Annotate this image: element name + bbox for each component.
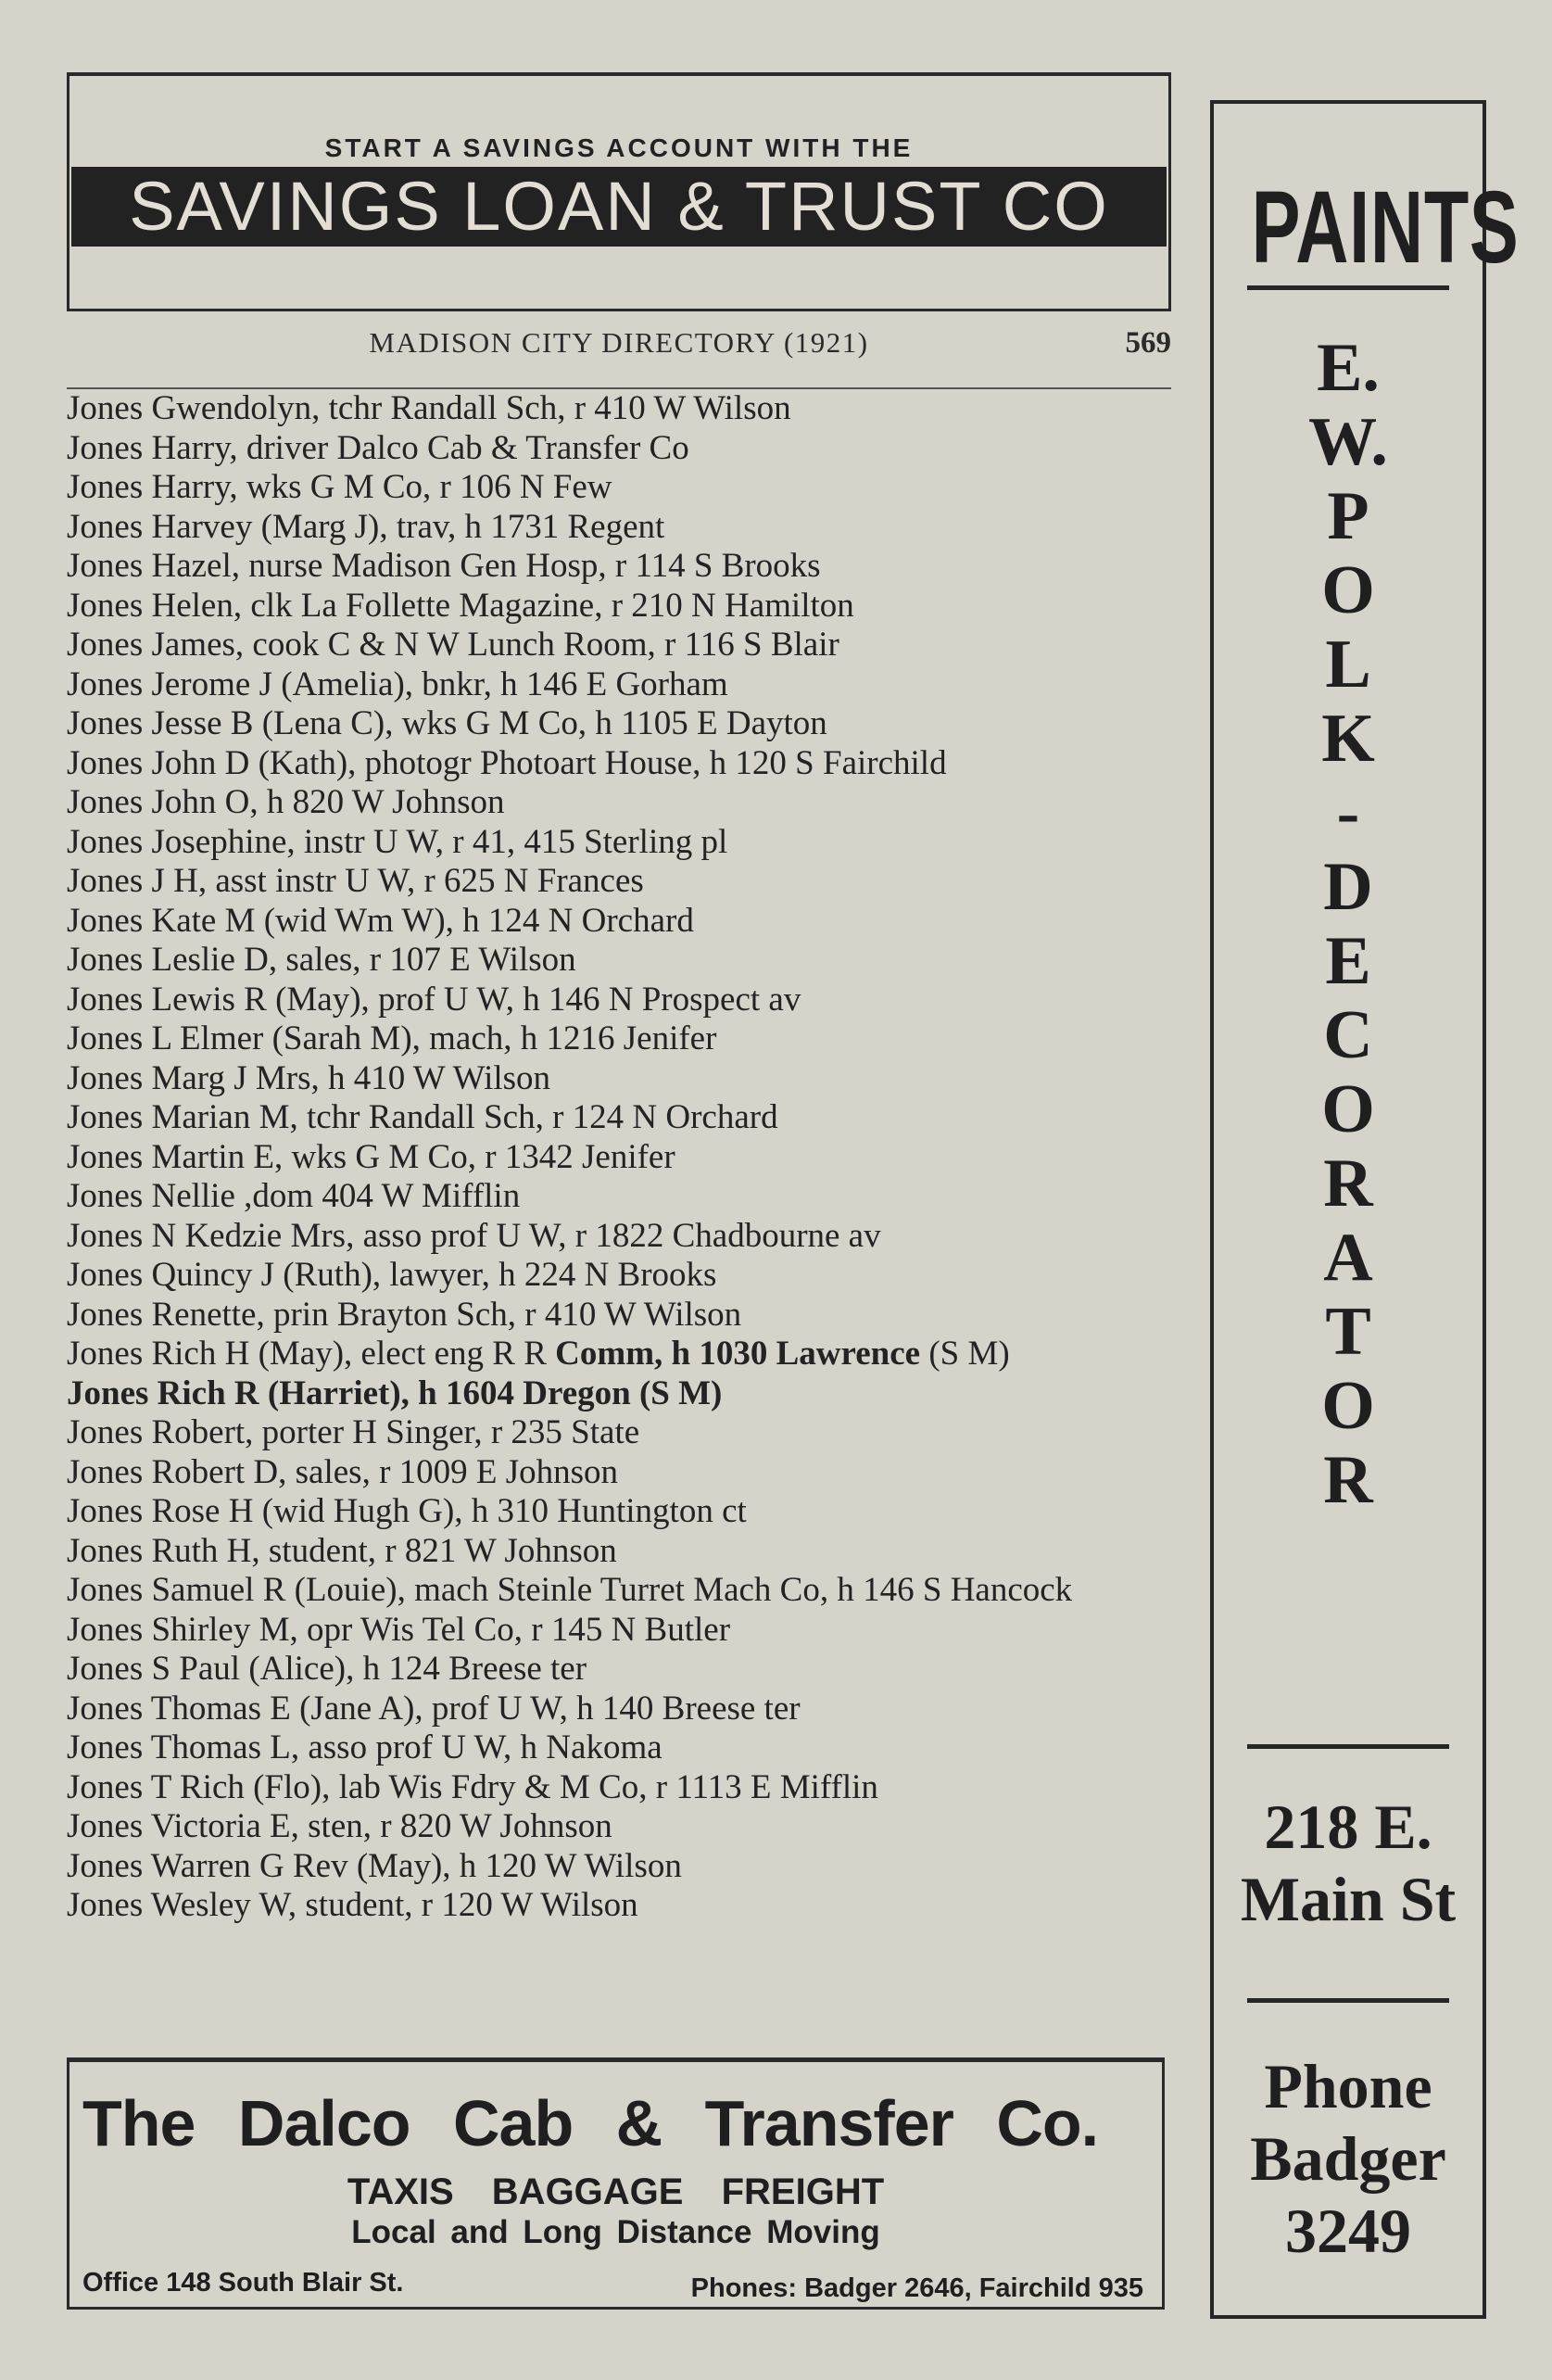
vertical-letter: A — [1323, 1220, 1373, 1296]
vertical-letter: O — [1321, 1368, 1375, 1444]
vertical-letter: W. — [1308, 404, 1388, 480]
vertical-letter: D — [1323, 849, 1373, 925]
cab-moving-service: Local and Long Distance Moving — [351, 2214, 880, 2250]
entry-text: (S M) — [928, 1335, 1010, 1373]
directory-entry: Jones T Rich (Flo), lab Wis Fdry & M Co, r 1113 E Mifflin — [67, 1767, 878, 1806]
phone-line: Phone — [1264, 2051, 1432, 2121]
cab-phones: Phones: Badger 2646, Fairchild 935 — [690, 2273, 1143, 2303]
directory-entry: Jones John D (Kath), photogr Photoart House, h 120 S Fairchild — [67, 743, 947, 782]
vertical-letter: L — [1325, 627, 1371, 703]
directory-entry: Jones N Kedzie Mrs, asso prof U W, r 1822 Chadbourne av — [67, 1216, 881, 1255]
vertical-letter: R — [1323, 1146, 1373, 1222]
directory-entry: Jones Ruth H, student, r 821 W Johnson — [67, 1531, 617, 1570]
directory-entry: Jones Leslie D, sales, r 107 E Wilson — [67, 941, 576, 979]
cab-services: TAXIS BAGGAGE FREIGHT — [347, 2171, 885, 2212]
directory-entry: Jones Rose H (wid Hugh G), h 310 Huntington ct — [67, 1492, 747, 1530]
directory-entry: Jones Helen, clk La Follette Magazine, r 210 N Hamilton — [67, 586, 854, 625]
page-number: 569 — [1125, 326, 1171, 360]
directory-listing — [67, 389, 1174, 1926]
directory-entry: Jones Marian M, tchr Randall Sch, r 124 N Orchard — [67, 1098, 778, 1136]
directory-entry: Jones Thomas L, asso prof U W, h Nakoma — [67, 1728, 662, 1766]
paints-decorator-ad — [1210, 100, 1520, 2319]
directory-entry: Jones Samuel R (Louie), mach Steinle Turret Mach Co, h 146 S Hancock — [67, 1571, 1073, 1609]
decorator-name-vertical — [1214, 331, 1483, 1517]
directory-entry: Jones S Paul (Alice), h 124 Breese ter — [67, 1650, 587, 1688]
cab-office-address: Office 148 South Blair St. — [82, 2268, 404, 2298]
entry-text: Jones Rich H (May), elect eng R R — [67, 1335, 547, 1373]
directory-entry: Jones Jesse B (Lena C), wks G M Co, h 1105 E Dayton — [67, 704, 827, 742]
vertical-letter: R — [1323, 1442, 1373, 1518]
directory-entry: Jones Robert, porter H Singer, r 235 State — [67, 1413, 640, 1451]
directory-entry: Jones L Elmer (Sarah M), mach, h 1216 Jenifer — [67, 1019, 717, 1057]
directory-entry: Jones Gwendolyn, tchr Randall Sch, r 410 W Wilson — [67, 389, 791, 427]
savings-bank-ad — [67, 72, 1171, 311]
directory-entry: Jones Robert D, sales, r 1009 E Johnson — [67, 1452, 619, 1491]
directory-entry: Jones Rich R (Harriet), h 1604 Dregon (S M) — [67, 1374, 723, 1412]
side-ad-divider — [1247, 1744, 1449, 1749]
directory-entry: Jones Shirley M, opr Wis Tel Co, r 145 N Butler — [67, 1610, 731, 1649]
directory-entry: Jones Renette, prin Brayton Sch, r 410 W Wilson — [67, 1295, 742, 1334]
directory-entry: Jones Hazel, nurse Madison Gen Hosp, r 114 S Brooks — [67, 547, 821, 585]
directory-entry: Jones Wesley W, student, r 120 W Wilson — [67, 1886, 638, 1924]
directory-entry: Jones Victoria E, sten, r 820 W Johnson — [67, 1807, 612, 1845]
dalco-cab-ad — [67, 2057, 1165, 2310]
decorator-phone — [1214, 2050, 1483, 2267]
directory-entry: Jones Thomas E (Jane A), prof U W, h 140 Breese ter — [67, 1689, 801, 1728]
ad-tagline: START A SAVINGS ACCOUNT WITH THE — [324, 133, 914, 162]
bank-name-banner: SAVINGS LOAN & TRUST CO — [71, 167, 1167, 247]
address-line: 218 E. — [1264, 1791, 1432, 1862]
vertical-letter: K — [1321, 701, 1375, 777]
directory-entry: Jones Josephine, instr U W, r 41, 415 Sterling pl — [67, 822, 728, 861]
side-ad-divider — [1247, 285, 1449, 290]
directory-entry: Jones James, cook C & N W Lunch Room, r 116 S Blair — [67, 626, 839, 664]
vertical-letter: E. — [1317, 330, 1380, 406]
directory-entry: Jones Quincy J (Ruth), lawyer, h 224 N Brooks — [67, 1256, 717, 1294]
directory-entry — [67, 1335, 1205, 1374]
phone-line: Badger — [1250, 2123, 1446, 2194]
vertical-letter: - — [1336, 775, 1360, 851]
vertical-letter: O — [1321, 552, 1375, 628]
entry-bold-text: Comm, h 1030 Lawrence — [555, 1335, 921, 1373]
page-header — [67, 326, 1171, 367]
directory-entry: Jones Nellie ,dom 404 W Mifflin — [67, 1177, 521, 1215]
phone-line: 3249 — [1285, 2196, 1411, 2266]
directory-entry: Jones Lewis R (May), prof U W, h 146 N Prospect av — [67, 980, 801, 1019]
directory-entry: Jones Kate M (wid Wm W), h 124 N Orchard — [67, 901, 694, 940]
directory-entry: Jones J H, asst instr U W, r 625 N Frances — [67, 862, 644, 900]
vertical-letter: O — [1321, 1071, 1375, 1147]
vertical-letter: P — [1327, 478, 1369, 554]
directory-entry: Jones Harry, driver Dalco Cab & Transfer Co — [67, 428, 689, 467]
vertical-letter: E — [1325, 923, 1371, 999]
directory-entry: Jones Harry, wks G M Co, r 106 N Few — [67, 468, 612, 506]
directory-title: MADISON CITY DIRECTORY (1921) — [369, 326, 869, 359]
directory-entry: Jones Harvey (Marg J), trav, h 1731 Regent — [67, 507, 665, 546]
directory-entry: Jones Warren G Rev (May), h 120 W Wilson — [67, 1846, 682, 1885]
vertical-letter: C — [1323, 997, 1373, 1073]
directory-entry: Jones Martin E, wks G M Co, r 1342 Jenifer — [67, 1137, 675, 1176]
side-ad-divider — [1247, 1998, 1449, 2003]
directory-entry: Jones John O, h 820 W Johnson — [67, 783, 505, 821]
directory-entry: Jones Marg J Mrs, h 410 W Wilson — [67, 1058, 551, 1097]
address-line: Main St — [1240, 1864, 1457, 1934]
paints-heading: PAINTS — [1251, 171, 1520, 285]
cab-company-name: The Dalco Cab & Transfer Co. — [82, 2087, 1099, 2159]
vertical-letter: T — [1325, 1294, 1371, 1370]
decorator-address — [1214, 1791, 1483, 1935]
directory-entry: Jones Jerome J (Amelia), bnkr, h 146 E Gorham — [67, 665, 728, 703]
